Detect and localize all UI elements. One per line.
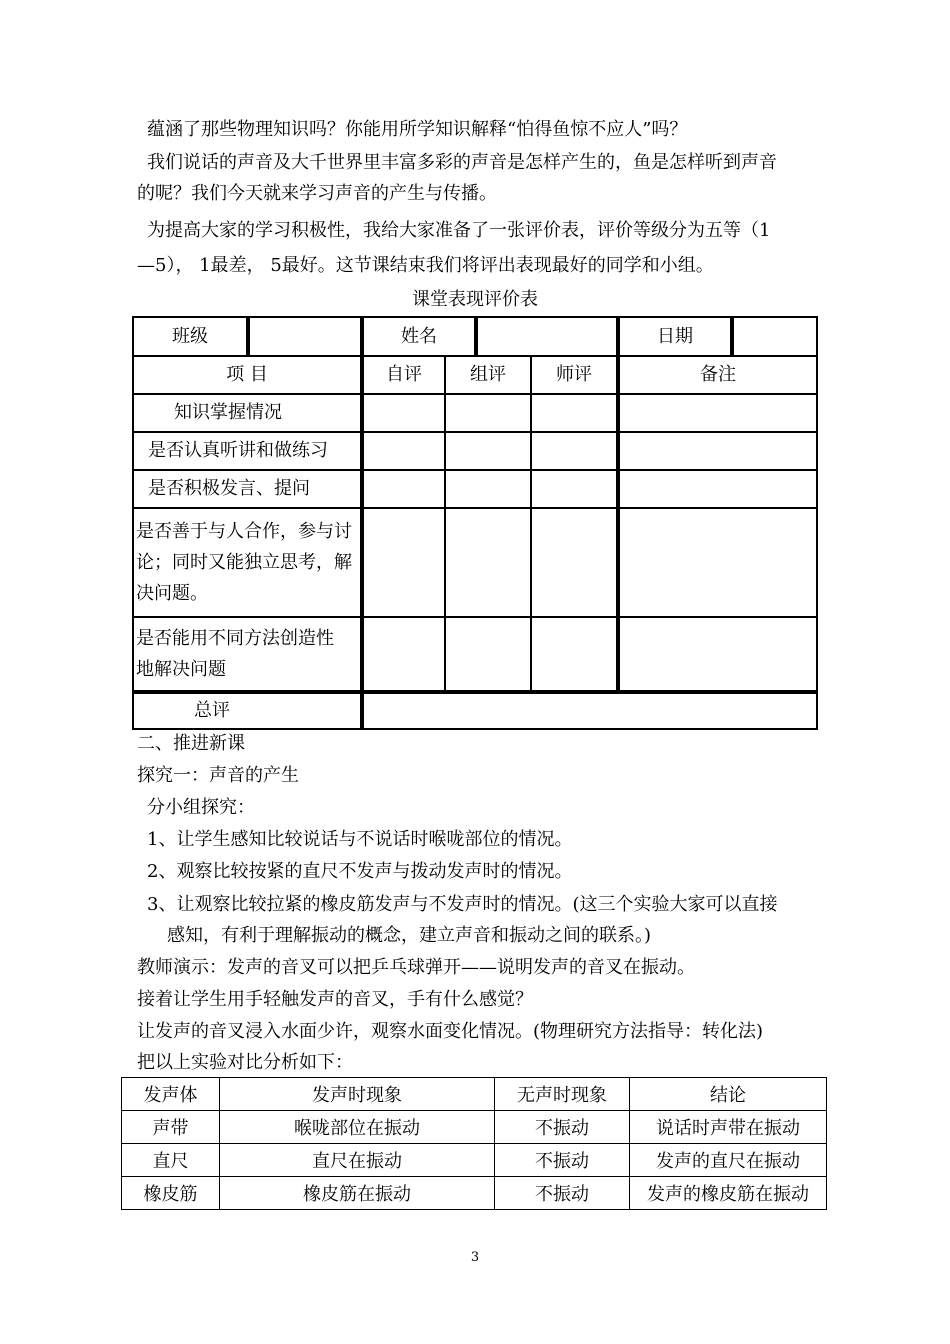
comparison-table [121, 1077, 827, 1210]
teacher-demo: 教师演示：发声的音叉可以把乒乓球弹开——说明发声的音叉在振动。 [137, 957, 695, 978]
score-cell[interactable] [532, 471, 618, 509]
score-cell[interactable] [362, 395, 446, 433]
note-cell[interactable] [618, 618, 818, 692]
note-cell[interactable] [618, 433, 818, 471]
cmp-cell: 直尺在振动 [220, 1144, 495, 1177]
group-label: 分小组探究： [147, 797, 255, 818]
intro-line-5: —5）， 1最差， 5最好。这节课结束我们将评出表现最好的同学和小组。 [137, 255, 714, 276]
table-row [122, 1111, 827, 1144]
cmp-cell: 不振动 [495, 1111, 630, 1144]
note-cell[interactable] [618, 509, 818, 618]
date-value-cell[interactable] [732, 318, 818, 357]
class-value-cell[interactable] [248, 318, 362, 357]
score-cell[interactable] [446, 433, 532, 471]
score-cell[interactable] [362, 433, 446, 471]
cmp-cell: 直尺 [122, 1144, 220, 1177]
note-cell[interactable] [618, 395, 818, 433]
note-cell[interactable] [618, 471, 818, 509]
score-cell[interactable] [532, 433, 618, 471]
name-value-cell[interactable] [476, 318, 618, 357]
cmp-cell: 发声的橡皮筋在振动 [630, 1177, 827, 1210]
header-self: 自评 [362, 357, 446, 395]
compare-intro: 把以上实验对比分析如下： [137, 1052, 353, 1073]
score-cell[interactable] [446, 471, 532, 509]
cmp-header-source: 发声体 [122, 1078, 220, 1111]
cmp-header-conclusion: 结论 [630, 1078, 827, 1111]
cmp-cell: 不振动 [495, 1144, 630, 1177]
intro-line-1: 蕴涵了那些物理知识吗？你能用所学知识解释“怕得鱼惊不应人”吗？ [147, 119, 688, 140]
score-cell[interactable] [532, 509, 618, 618]
section-heading: 二、推进新课 [137, 733, 245, 754]
row-creativity-label [134, 618, 362, 692]
row-listening-label: 是否认真听讲和做练习 [134, 433, 362, 471]
step-3-continued: 感知，有利于理解振动的概念，建立声音和振动之间的联系。) [167, 925, 652, 946]
cmp-cell: 橡皮筋 [122, 1177, 220, 1210]
cmp-header-silent: 无声时现象 [495, 1078, 630, 1111]
row-speaking-label: 是否积极发言、提问 [134, 471, 362, 509]
score-cell[interactable] [532, 618, 618, 692]
row-cooperation-line: 决问题。 [136, 583, 208, 604]
table-row [122, 1144, 827, 1177]
score-cell[interactable] [362, 618, 446, 692]
table-row [122, 1177, 827, 1210]
eval-table-caption: 课堂表现评价表 [412, 289, 538, 310]
sub-heading: 探究一：声音的产生 [137, 765, 299, 786]
score-cell[interactable] [446, 395, 532, 433]
score-cell[interactable] [532, 395, 618, 433]
water-observation: 让发声的音叉浸入水面少许，观察水面变化情况。(物理研究方法指导：转化法) [137, 1021, 764, 1042]
step-2: 2、观察比较按紧的直尺不发声与拨动发声时的情况。 [147, 861, 573, 882]
cmp-cell: 说话时声带在振动 [630, 1111, 827, 1144]
cmp-cell: 不振动 [495, 1177, 630, 1210]
step-3: 3、让观察比较拉紧的橡皮筋发声与不发声时的情况。(这三个实验大家可以直接 [147, 894, 778, 915]
row-creativity-line: 地解决问题 [136, 659, 226, 680]
row-knowledge-label: 知识掌握情况 [134, 395, 362, 433]
score-cell[interactable] [362, 509, 446, 618]
summary-cell[interactable] [362, 692, 818, 730]
name-label: 姓名 [362, 318, 476, 357]
cmp-cell: 喉咙部位在振动 [220, 1111, 495, 1144]
page-number: 3 [470, 1250, 480, 1265]
header-group: 组评 [446, 357, 532, 395]
header-item: 项 目 [134, 357, 362, 395]
date-label: 日期 [618, 318, 732, 357]
class-label: 班级 [134, 318, 248, 357]
cmp-header-sounding: 发声时现象 [220, 1078, 495, 1111]
cmp-cell: 声带 [122, 1111, 220, 1144]
touch-question: 接着让学生用手轻触发声的音叉，手有什么感觉？ [137, 989, 533, 1010]
cmp-cell: 发声的直尺在振动 [630, 1144, 827, 1177]
step-1: 1、让学生感知比较说话与不说话时喉咙部位的情况。 [147, 829, 573, 850]
intro-line-3: 的呢？我们今天就来学习声音的产生与传播。 [137, 183, 497, 204]
intro-line-2: 我们说话的声音及大千世界里丰富多彩的声音是怎样产生的，鱼是怎样听到声音 [147, 152, 777, 173]
score-cell[interactable] [446, 618, 532, 692]
score-cell[interactable] [362, 471, 446, 509]
evaluation-table [132, 316, 818, 730]
header-teacher: 师评 [532, 357, 618, 395]
row-creativity-line: 是否能用不同方法创造性 [136, 628, 334, 649]
row-cooperation-label [134, 509, 362, 618]
header-note: 备注 [618, 357, 818, 395]
row-cooperation-line: 论；同时又能独立思考，解 [136, 552, 352, 573]
row-cooperation-line: 是否善于与人合作，参与讨 [136, 521, 352, 542]
intro-line-4: 为提高大家的学习积极性，我给大家准备了一张评价表，评价等级分为五等（1 [147, 220, 771, 241]
score-cell[interactable] [446, 509, 532, 618]
cmp-cell: 橡皮筋在振动 [220, 1177, 495, 1210]
summary-label: 总评 [134, 692, 362, 730]
